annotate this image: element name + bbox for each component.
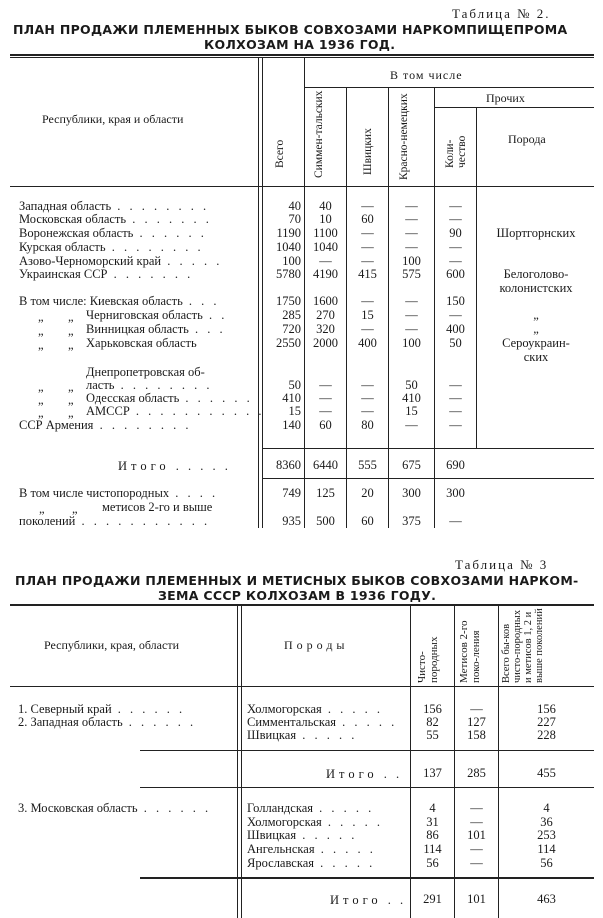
table3-cell-pure: 4	[429, 801, 436, 815]
table3-row-breed: Ярославская . . . . .	[247, 856, 376, 870]
table2-cell-qty: —	[449, 254, 462, 268]
table3-cell-meti: 127	[467, 715, 486, 729]
table2-cell-qty: 90	[449, 226, 462, 240]
table2-row-name: Курская область . . . . . . . .	[19, 240, 204, 254]
table2-total-rule	[262, 448, 594, 449]
table3-vline	[410, 606, 411, 918]
table2-cell-shvic: 400	[358, 336, 377, 350]
table3-cell-meti: —	[470, 702, 483, 716]
table3-total-a-rule	[140, 750, 594, 751]
table2-header-shvic: Швицких	[362, 128, 374, 175]
table2-cell-total: 50	[288, 378, 301, 392]
table2-incl-pure-shvic: 20	[361, 486, 374, 500]
table3-title-line1: ПЛАН ПРОДАЖИ ПЛЕМЕННЫХ И МЕТИСНЫХ БЫКОВ СОВХОЗАМИ НАРКОМ-	[15, 573, 579, 588]
table2-incl-meti-simm: 500	[316, 514, 335, 528]
table2-vline	[304, 58, 305, 528]
table3-cell-meti: —	[470, 856, 483, 870]
table2-cell-total: 40	[288, 199, 301, 213]
table2-cell-qty: —	[449, 308, 462, 322]
table2-ditto-mark: „	[38, 324, 44, 338]
table2-row-name: Днепропетровская об-	[86, 365, 205, 379]
table2-cell-qty: 600	[446, 267, 465, 281]
table3-header-all: Всего бы-ков чисто-породных и метисов 1, 2 и выше поколений	[501, 608, 545, 683]
table2-ditto-mark: „	[68, 324, 74, 338]
table2-cell-qty: 50	[449, 336, 462, 350]
table2-row-name: ССР Армения . . . . . . . .	[19, 418, 192, 432]
table2-cell-shvic: —	[361, 404, 374, 418]
table2-cell-total: 1190	[276, 226, 301, 240]
table3-row-breed: Холмогорская . . . . .	[247, 815, 384, 829]
table2-cell-krasno: —	[405, 199, 418, 213]
table2-cell-total: 70	[288, 212, 301, 226]
table2-cell-qty: —	[449, 240, 462, 254]
table2-header-bottom-rule	[10, 186, 594, 187]
table2-cell-total: 410	[282, 391, 301, 405]
table3-total-b-pure: 291	[423, 892, 442, 906]
table2-cell-krasno: —	[405, 226, 418, 240]
table2-ditto-mark: „	[38, 380, 44, 394]
table2-row-name: Украинская ССР . . . . . . .	[19, 267, 194, 281]
table3-row-breed: Ангельнская . . . . .	[247, 842, 376, 856]
table2-cell-krasno: —	[405, 308, 418, 322]
table3-total-a-all: 455	[537, 766, 556, 780]
table2-total-simm: 6440	[313, 458, 338, 472]
table2-cell-krasno: 100	[402, 254, 421, 268]
table3-cell-all: 114	[537, 842, 556, 856]
table2-ditto-mark: „	[38, 406, 44, 420]
table2-header-region: Республики, края и области	[42, 112, 184, 126]
table2-row-name: Черниговская область . .	[86, 308, 228, 322]
table2-ditto-mark: „	[68, 338, 74, 352]
table3-total-b-rule	[140, 877, 594, 879]
table2-header-qty: Коли-чество	[444, 135, 468, 168]
table2-incl-pure-label: В том числе чистопородных . . . .	[19, 486, 219, 500]
table2-ditto-mark: „	[68, 393, 74, 407]
table3-cell-all: 156	[537, 702, 556, 716]
table2-ditto-mark: „	[68, 310, 74, 324]
table2-cell-shvic: 80	[361, 418, 374, 432]
table3-cell-meti: —	[470, 815, 483, 829]
table2-cell-shvic: —	[361, 378, 374, 392]
table3-vline	[498, 606, 499, 918]
table2-header-simm: Симмен-тальских	[313, 90, 325, 178]
table2-header-krasno: Красно-немецких	[398, 93, 410, 180]
table3-region: 1. Северный край . . . . . .	[18, 702, 186, 716]
table2-cell-breed: Белоголово-	[503, 267, 569, 281]
table2-cell-krasno: 15	[405, 404, 418, 418]
table3-total-b-all: 463	[537, 892, 556, 906]
table2-cell-simm: 1040	[313, 240, 338, 254]
table2-ditto-mark: „	[68, 406, 74, 420]
table2-cell-simm: 60	[319, 418, 332, 432]
table2-title-line2: КОЛХОЗАМ НА 1936 ГОД.	[204, 37, 396, 52]
table3-cell-meti: 158	[467, 728, 486, 742]
table2-cell-breed: ских	[523, 350, 549, 364]
table3-cell-all: 228	[537, 728, 556, 742]
table2-cell-shvic: —	[361, 240, 374, 254]
table3-header-meti: Метисов 2-го поко-ления	[458, 620, 482, 683]
table3-cell-meti: —	[470, 801, 483, 815]
table2-cell-krasno: 575	[402, 267, 421, 281]
table2-cell-qty: —	[449, 391, 462, 405]
table2-cell-simm: 2000	[313, 336, 338, 350]
table2-cell-total: 1750	[276, 294, 301, 308]
table3-cell-all: 36	[540, 815, 553, 829]
table2-cell-simm: 320	[316, 322, 335, 336]
table2-cell-shvic: —	[361, 226, 374, 240]
table3-total-b-meti: 101	[467, 892, 486, 906]
table2-row-name: Харьковская область	[86, 336, 197, 350]
table2-vline	[262, 58, 263, 528]
table2-row-name: Одесская область . . . . . .	[86, 391, 253, 405]
table2-total-shvic: 555	[358, 458, 377, 472]
table2-cell-simm: —	[319, 391, 332, 405]
table2-cell-qty: 150	[446, 294, 465, 308]
table2-cell-simm: 10	[319, 212, 332, 226]
table2-row-name: Западная область . . . . . . . .	[19, 199, 210, 213]
table3-header-bottom-rule	[10, 686, 594, 687]
table2-cell-shvic: —	[361, 322, 374, 336]
table2-vline	[258, 58, 259, 528]
table3-total-a-meti: 285	[467, 766, 486, 780]
table2-row-name: В том числе: Киевская область . . .	[19, 294, 220, 308]
table2-total-total: 8360	[276, 458, 301, 472]
table3-cell-all: 227	[537, 715, 556, 729]
table3-vline	[237, 606, 238, 918]
table2-ditto-mark: „	[68, 380, 74, 394]
table2-cell-krasno: 410	[402, 391, 421, 405]
table2-cell-krasno: 100	[402, 336, 421, 350]
table2-cell-qty: —	[449, 418, 462, 432]
table2-cell-simm: 4190	[313, 267, 338, 281]
table2-incl-meti-label1: метисов 2-го и выше	[102, 500, 213, 514]
table2-ditto-mark: „	[39, 502, 45, 516]
table2-cell-qty: —	[449, 199, 462, 213]
table2-cell-breed: Сероукраин-	[502, 336, 570, 350]
table2-ditto-mark: „	[38, 393, 44, 407]
table2-cell-breed: „	[533, 322, 539, 336]
table2-row-name: АМССР . . . . . . . . . . .	[86, 404, 265, 418]
table2-cell-simm: —	[319, 404, 332, 418]
table2-title-line1: ПЛАН ПРОДАЖИ ПЛЕМЕННЫХ БЫКОВ СОВХОЗАМИ НАРКОМПИЩЕПРОМА	[13, 22, 568, 37]
table2-cell-qty: —	[449, 212, 462, 226]
table3-vline	[454, 606, 455, 918]
table3-cell-all: 56	[540, 856, 553, 870]
table3-total-b-label: Итого . .	[330, 893, 407, 907]
table2-cell-simm: 270	[316, 308, 335, 322]
table2-cell-total: 2550	[276, 336, 301, 350]
table2-cell-breed: Шортгорнских	[496, 226, 576, 240]
table2-incl-meti-shvic: 60	[361, 514, 374, 528]
table2-cell-qty: 400	[446, 322, 465, 336]
table2-incl-pure-krasno: 300	[402, 486, 421, 500]
table2-cell-shvic: 415	[358, 267, 377, 281]
table2-cell-total: 5780	[276, 267, 301, 281]
table3-cell-meti: 101	[467, 828, 486, 842]
table2-cell-shvic: —	[361, 294, 374, 308]
table2-cell-shvic: —	[361, 391, 374, 405]
table2-total-krasno: 675	[402, 458, 421, 472]
table2-cell-total: 285	[282, 308, 301, 322]
table2-incl-pure-qty: 300	[446, 486, 465, 500]
table2-cell-krasno: 50	[405, 378, 418, 392]
table3-title-line2: ЗЕМА СССР КОЛХОЗАМ В 1936 ГОДУ.	[158, 588, 437, 603]
table3-row-breed: Швицкая . . . . .	[247, 728, 358, 742]
table3-row-breed: Холмогорская . . . . .	[247, 702, 384, 716]
table2-incl-pure-total: 749	[282, 486, 301, 500]
table2-cell-qty: —	[449, 404, 462, 418]
table2-total-rule-bottom	[262, 478, 594, 479]
table2-header-other: Прочих	[486, 91, 525, 105]
table2-cell-krasno: —	[405, 294, 418, 308]
table2-cell-simm: 40	[319, 199, 332, 213]
table2-caption: Таблица № 2.	[452, 6, 551, 21]
table2-cell-total: 140	[282, 418, 301, 432]
table3-cell-pure: 31	[426, 815, 439, 829]
table2-cell-krasno: —	[405, 240, 418, 254]
table3-header-breeds: Породы	[284, 638, 349, 652]
table3-cell-pure: 86	[426, 828, 439, 842]
table2-cell-simm: —	[319, 378, 332, 392]
table2-cell-shvic: 60	[361, 212, 374, 226]
table3-header-region: Республики, края, области	[44, 638, 179, 652]
table2-cell-krasno: —	[405, 418, 418, 432]
table3-caption: Таблица № 3	[455, 557, 549, 572]
table2-cell-shvic: 15	[361, 308, 374, 322]
table2-incl-meti-qty: —	[449, 514, 462, 528]
table2-cell-simm: 1100	[313, 226, 338, 240]
table2-ditto-mark: „	[72, 502, 78, 516]
table2-cell-breed: колонистских	[499, 281, 573, 295]
table2-row-name: ласть . . . . . . . .	[86, 378, 213, 392]
table3-header-pure: Чисто-породных	[416, 636, 440, 683]
table2-vline	[476, 108, 477, 448]
table2-ditto-mark: „	[38, 338, 44, 352]
table2-cell-shvic: —	[361, 254, 374, 268]
table3-cell-pure: 82	[426, 715, 439, 729]
table2-cell-total: 1040	[276, 240, 301, 254]
table3-region: 3. Московская область . . . . . .	[18, 801, 212, 815]
table2-incl-meti-total: 935	[282, 514, 301, 528]
table2-cell-krasno: —	[405, 212, 418, 226]
table2-group-rule	[304, 87, 594, 88]
table2-cell-total: 100	[282, 254, 301, 268]
table2-row-name: Азово-Черноморский край . . . . .	[19, 254, 223, 268]
table3-top-rule	[10, 604, 594, 606]
table2-incl-meti-krasno: 375	[402, 514, 421, 528]
table3-cell-all: 4	[543, 801, 550, 815]
table2-cell-total: 15	[288, 404, 301, 418]
table3-total-a-label: Итого . .	[326, 767, 403, 781]
table3-cell-pure: 114	[423, 842, 442, 856]
table2-header-incl: В том числе	[390, 68, 463, 82]
table2-total-qty: 690	[446, 458, 465, 472]
table2-cell-breed: „	[533, 308, 539, 322]
table2-top-rule-thin	[10, 57, 594, 58]
table3-row-breed: Голландская . . . . .	[247, 801, 375, 815]
table3-cell-pure: 55	[426, 728, 439, 742]
table3-row-breed: Симментальская . . . . .	[247, 715, 398, 729]
table2-row-name: Воронежская область . . . . . .	[19, 226, 207, 240]
table3-region: 2. Западная область . . . . . .	[18, 715, 197, 729]
table2-ditto-mark: „	[38, 310, 44, 324]
table3-cell-all: 253	[537, 828, 556, 842]
table3-cell-meti: —	[470, 842, 483, 856]
table2-total-label: Итого . . . . .	[118, 459, 231, 473]
table3-cell-pure: 156	[423, 702, 442, 716]
table2-cell-simm: —	[319, 254, 332, 268]
table2-row-name: Московская область . . . . . . .	[19, 212, 212, 226]
table2-cell-shvic: —	[361, 199, 374, 213]
table3-vline	[241, 606, 242, 918]
table2-header-breed: Порода	[508, 132, 546, 146]
table2-incl-meti-label2: поколений . . . . . . . . . . .	[19, 514, 211, 528]
table2-header-total: Всего	[274, 139, 286, 168]
table2-cell-simm: 1600	[313, 294, 338, 308]
table2-top-rule	[10, 54, 594, 56]
table3-total-a-pure: 137	[423, 766, 442, 780]
table3-total-a-rule-bottom	[140, 787, 594, 788]
table2-cell-krasno: —	[405, 322, 418, 336]
table2-cell-qty: —	[449, 378, 462, 392]
table3-cell-pure: 56	[426, 856, 439, 870]
table2-row-name: Винницкая область . . .	[86, 322, 226, 336]
table2-cell-total: 720	[282, 322, 301, 336]
table3-row-breed: Швицкая . . . . .	[247, 828, 358, 842]
table2-incl-pure-simm: 125	[316, 486, 335, 500]
